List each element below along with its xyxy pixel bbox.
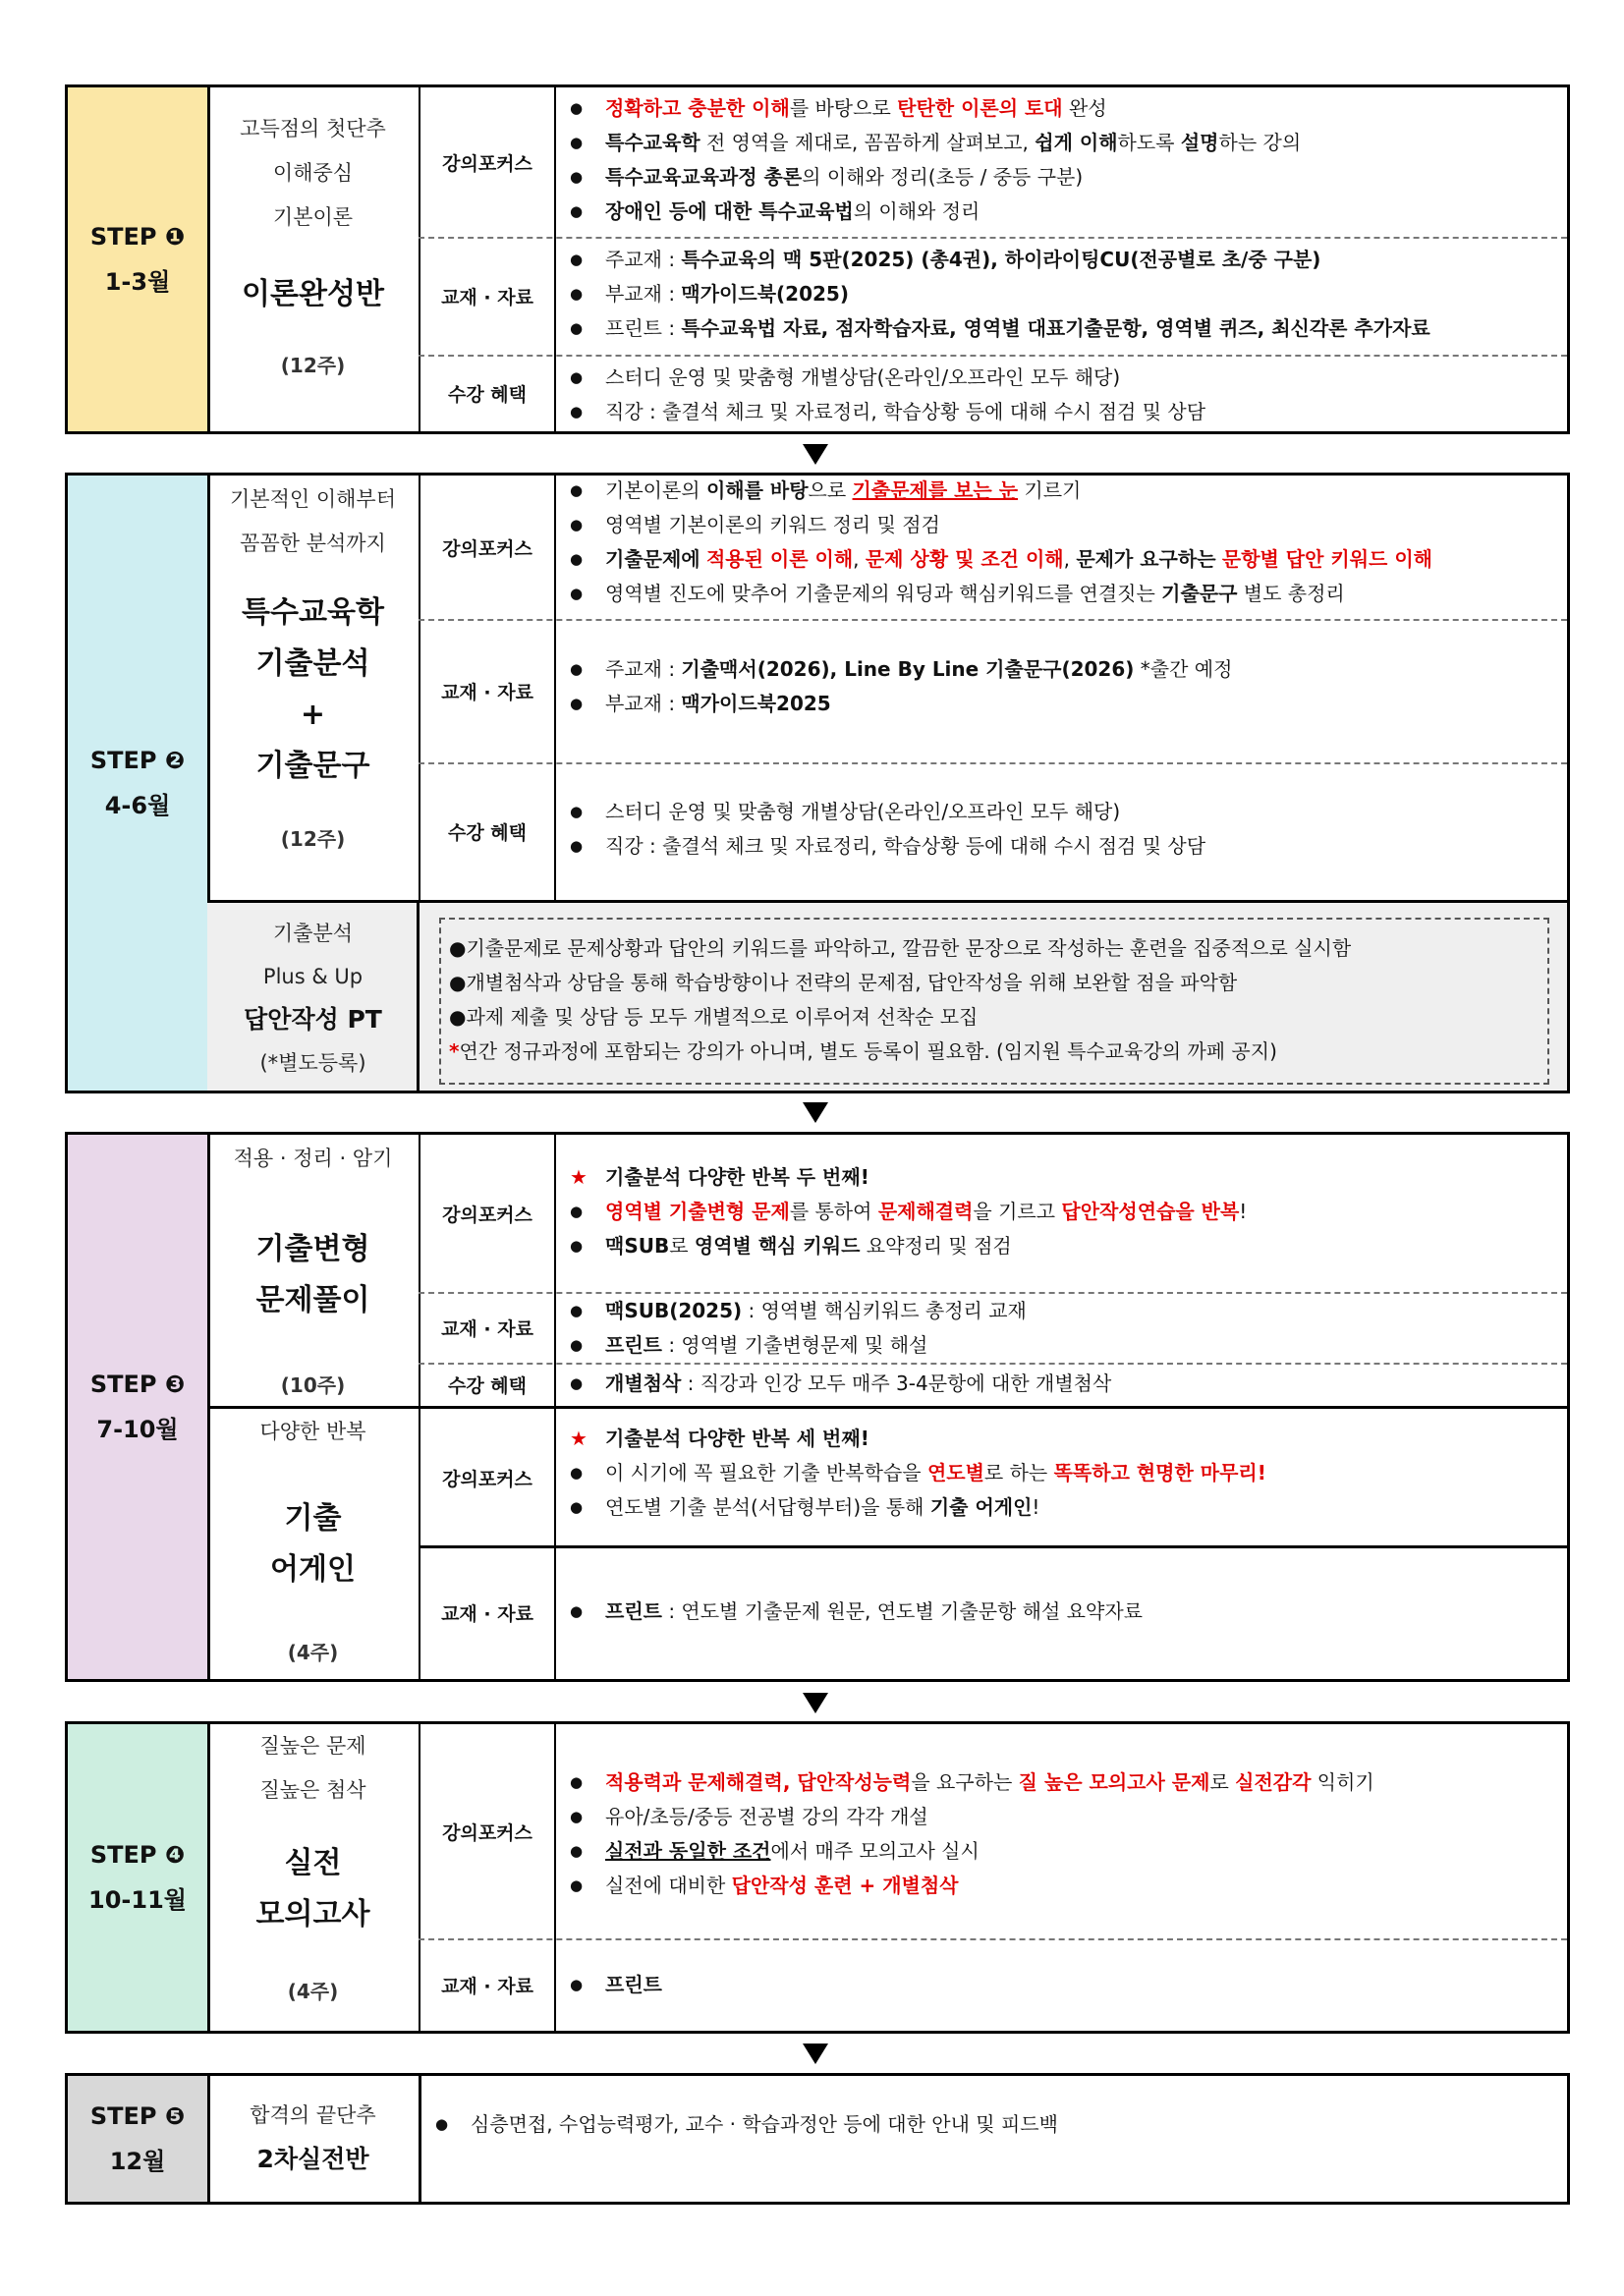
- step1-title: 이론완성반: [242, 277, 384, 311]
- step3b-subtitle: 다양한 반복: [259, 1420, 366, 1443]
- step2-number: STEP ❷: [89, 747, 186, 774]
- step1-weeks: (12주): [280, 354, 346, 377]
- focus-label: 강의포커스: [419, 476, 556, 619]
- step4-title: 실전: [284, 1846, 342, 1880]
- list-item: ● 직강 : 출결석 체크 및 자료정리, 학습상황 등에 대해 수시 점검 및 상담: [570, 829, 1567, 864]
- step3a-benefit-list: [556, 1367, 1567, 1401]
- step3a-title-col: [207, 1137, 419, 1398]
- step4-focus-list: [556, 1765, 1567, 1903]
- books-label: 교재 · 자료: [419, 1546, 556, 1679]
- list-item: ● 주교재 : 기출맥서(2026), Line By Line 기출문구(2026) *출간 예정: [570, 652, 1567, 687]
- list-item: ● 적용력과 문제해결력, 답안작성능력을 요구하는 질 높은 모의고사 문제로 실전감각 익히기: [570, 1765, 1567, 1800]
- step3a-books-list: [556, 1294, 1567, 1363]
- focus-label: 강의포커스: [419, 1135, 556, 1292]
- step3a-subtitle: 적용 · 정리 · 암기: [233, 1147, 393, 1170]
- step3b-weeks: (4주): [287, 1641, 339, 1664]
- step5-title: 2차실전반: [256, 2145, 369, 2173]
- step5-block: [65, 2073, 1570, 2205]
- list-item: ● 맥SUB(2025) : 영역별 핵심키워드 총정리 교재: [570, 1294, 1567, 1328]
- step1-title-col: [207, 107, 419, 378]
- step1-subtitle: 고득점의 첫단추: [240, 117, 386, 140]
- step3-number: STEP ❸: [89, 1371, 186, 1398]
- pt-box: [439, 918, 1549, 1085]
- list-item: ● 특수교육학 전 영역을 제대로, 꼼꼼하게 살펴보고, 쉽게 이해하도록 설명하는 강의: [570, 126, 1567, 160]
- step5-label: [68, 2076, 210, 2202]
- step4-months: 10-11월: [88, 1886, 187, 1914]
- list-item: ● 특수교육교육과정 총론의 이해와 정리(초등 / 중등 구분): [570, 160, 1567, 195]
- step1-block: [65, 84, 1570, 434]
- step5-list: [421, 2107, 1567, 2142]
- step5-title-col: [207, 2094, 419, 2181]
- arrow-down-icon: [803, 2044, 828, 2064]
- step3b-books-list: [556, 1595, 1567, 1629]
- step1-label: [68, 87, 210, 431]
- list-item: ● 부교재 : 맥가이드북(2025): [570, 277, 1567, 311]
- step2-label: [68, 476, 210, 1091]
- step4-subtitle: 질높은 문제: [259, 1734, 366, 1758]
- step2-block: [65, 473, 1570, 1093]
- books-label: 교재 · 자료: [419, 237, 556, 355]
- list-item: ● 맥SUB로 영역별 핵심 키워드 요약정리 및 점검: [570, 1229, 1567, 1263]
- focus-label: 강의포커스: [419, 1724, 556, 1938]
- list-item: ● 심층면접, 수업능력평가, 교수 · 학습과정안 등에 대한 안내 및 피드백: [435, 2107, 1567, 2142]
- list-item: ● 유아/초등/중등 전공별 강의 각각 개설: [570, 1800, 1567, 1834]
- list-item: ● 직강 : 출결석 체크 및 자료정리, 학습상황 등에 대해 수시 점검 및 상담: [570, 395, 1567, 429]
- step1-subtitle: 이해중심: [272, 161, 354, 185]
- list-item: ● 주교재 : 특수교육의 맥 5판(2025) (총4권), 하이라이팅CU(전공별로 초/중 구분): [570, 243, 1567, 277]
- list-item: ● 장애인 등에 대한 특수교육법의 이해와 정리: [570, 195, 1567, 229]
- step3a-focus-list: [556, 1160, 1567, 1263]
- step4-weeks: (4주): [287, 1980, 339, 2003]
- list-item: ★ 기출분석 다양한 반복 세 번째!: [570, 1422, 1567, 1456]
- benefit-label: 수강 혜택: [419, 355, 556, 431]
- step3a-title: 문제풀이: [255, 1283, 370, 1317]
- list-item: ● 프린트 : 특수교육법 자료, 점자학습자료, 영역별 대표기출문항, 영역별 퀴즈, 최신각론 추가자료: [570, 311, 1567, 346]
- pt-item: *연간 정규과정에 포함되는 강의가 아니며, 별도 등록이 필요함. (임지원 특수교육강의 까페 공지): [449, 1039, 1277, 1063]
- step2-months: 4-6월: [104, 792, 171, 819]
- step3-months: 7-10월: [96, 1416, 179, 1443]
- step2-subtitle: 기본적인 이해부터: [230, 487, 396, 511]
- step3b-title-col: [207, 1410, 419, 1665]
- step2-books-list: [556, 652, 1567, 721]
- books-label: 교재 · 자료: [419, 1938, 556, 2031]
- list-item: ★ 기출분석 다양한 반복 두 번째!: [570, 1160, 1567, 1195]
- list-item: ● 이 시기에 꼭 필요한 기출 반복학습을 연도별로 하는 똑똑하고 현명한 마무리!: [570, 1456, 1567, 1490]
- books-label: 교재 · 자료: [419, 1292, 556, 1363]
- step3a-title: 기출변형: [255, 1232, 370, 1266]
- list-item: ● 프린트: [570, 1968, 1567, 2002]
- step1-number: STEP ❶: [89, 223, 186, 251]
- arrow-down-icon: [803, 1693, 828, 1713]
- step4-block: [65, 1721, 1570, 2034]
- list-item: ● 기본이론의 이해를 바탕으로 기출문제를 보는 눈 기르기: [570, 474, 1567, 508]
- step1-benefit-list: [556, 361, 1567, 429]
- step5-number: STEP ❺: [89, 2102, 186, 2130]
- step4-subtitle: 질높은 첨삭: [259, 1778, 366, 1802]
- step5-subtitle: 합격의 끝단추: [250, 2103, 376, 2127]
- step3a-weeks: (10주): [280, 1373, 346, 1397]
- list-item: ● 영역별 기본이론의 키워드 정리 및 점검: [570, 508, 1567, 542]
- list-item: ● 개별첨삭 : 직강과 인강 모두 매주 3-4문항에 대한 개별첨삭: [570, 1367, 1567, 1401]
- pt-subtitle: Plus & Up: [262, 965, 364, 988]
- pt-item: ●기출문제로 문제상황과 답안의 키워드를 파악하고, 깔끔한 문장으로 작성하는 훈련을 집중적으로 실시함: [449, 936, 1352, 960]
- step2-title: +: [300, 698, 326, 732]
- step1-months: 1-3월: [104, 268, 171, 296]
- list-item: ● 영역별 기출변형 문제를 통하여 문제해결력을 기르고 답안작성연습을 반복!: [570, 1195, 1567, 1229]
- step2-subtitle: 꼼꼼한 분석까지: [240, 532, 386, 555]
- list-item: ● 스터디 운영 및 맞춤형 개별상담(온라인/오프라인 모두 해당): [570, 361, 1567, 395]
- list-item: ● 부교재 : 맥가이드북2025: [570, 687, 1567, 721]
- step5-months: 12월: [109, 2148, 166, 2175]
- list-item: ● 실전에 대비한 답안작성 훈련 + 개별첨삭: [570, 1869, 1567, 1903]
- step1-subtitle: 기본이론: [272, 205, 354, 229]
- step2-title: 기출분석: [255, 646, 370, 681]
- pt-title-col: [207, 912, 419, 1085]
- pt-subtitle: 기출분석: [272, 922, 354, 945]
- step2-weeks: (12주): [280, 827, 346, 851]
- step3b-title: 어게인: [270, 1552, 356, 1587]
- step2-title-col: [207, 477, 419, 852]
- list-item: ● 연도별 기출 분석(서답형부터)을 통해 기출 어게인!: [570, 1490, 1567, 1525]
- list-item: ● 영역별 진도에 맞추어 기출문제의 워딩과 핵심키워드를 연결짓는 기출문구 별도 총정리: [570, 577, 1567, 611]
- books-label: 교재 · 자료: [419, 619, 556, 762]
- step2-title: 기출문구: [255, 749, 370, 783]
- list-item: ● 스터디 운영 및 맞춤형 개별상담(온라인/오프라인 모두 해당): [570, 795, 1567, 829]
- step4-title: 모의고사: [255, 1897, 370, 1932]
- pt-note: (*별도등록): [259, 1051, 366, 1075]
- step2-focus-list: [556, 474, 1567, 611]
- list-item: ● 프린트 : 연도별 기출문제 원문, 연도별 기출문항 해설 요약자료: [570, 1595, 1567, 1629]
- step1-books-list: [556, 243, 1567, 346]
- step4-label: [68, 1724, 210, 2031]
- step3-label: [68, 1135, 210, 1679]
- step4-title-col: [207, 1724, 419, 2004]
- arrow-down-icon: [803, 1102, 828, 1123]
- step3-block: [65, 1132, 1570, 1682]
- list-item: ● 기출문제에 적용된 이론 이해, 문제 상황 및 조건 이해, 문제가 요구하는 문항별 답안 키워드 이해: [570, 542, 1567, 577]
- pt-title: 답안작성 PT: [244, 1005, 382, 1034]
- list-item: ● 실전과 동일한 조건에서 매주 모의고사 실시: [570, 1834, 1567, 1869]
- list-item: ● 정확하고 충분한 이해를 바탕으로 탄탄한 이론의 토대 완성: [570, 91, 1567, 126]
- step4-number: STEP ❹: [89, 1841, 186, 1869]
- pt-item: ●개별첨삭과 상담을 통해 학습방향이나 전략의 문제점, 답안작성을 위해 보완할 점을 파악함: [449, 971, 1238, 994]
- benefit-label: 수강 혜택: [419, 1363, 556, 1406]
- focus-label: 강의포커스: [419, 87, 556, 237]
- step3b-title: 기출: [284, 1501, 342, 1536]
- step2-title: 특수교육학: [242, 595, 384, 630]
- list-item: ● 프린트 : 영역별 기출변형문제 및 해설: [570, 1328, 1567, 1363]
- focus-label: 강의포커스: [419, 1409, 556, 1546]
- pt-item: ●과제 제출 및 상담 등 모두 개별적으로 이루어져 선착순 모집: [449, 1005, 979, 1029]
- arrow-down-icon: [803, 444, 828, 465]
- step2-benefit-list: [556, 795, 1567, 864]
- step4-books-list: [556, 1968, 1567, 2002]
- benefit-label: 수강 혜택: [419, 762, 556, 900]
- step3b-focus-list: [556, 1422, 1567, 1525]
- step1-focus-list: [556, 91, 1567, 229]
